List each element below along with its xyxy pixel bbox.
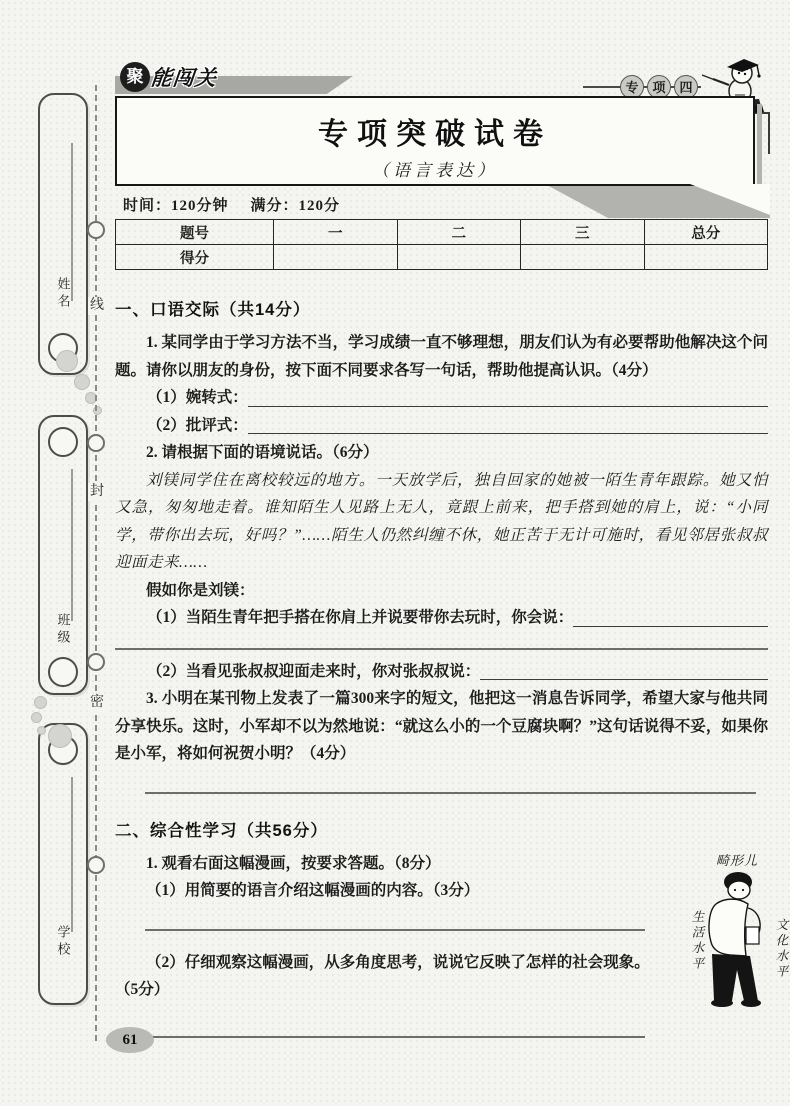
page-number: 61 bbox=[106, 1027, 154, 1053]
school-write-line bbox=[71, 777, 73, 932]
fill-blank-line bbox=[480, 658, 768, 681]
decor-bead bbox=[74, 374, 90, 390]
score-blank-cell bbox=[397, 245, 521, 270]
score-table bbox=[115, 219, 768, 270]
exam-body bbox=[115, 280, 768, 1042]
decor-bead bbox=[31, 712, 42, 723]
logo-first-char: 聚 bbox=[120, 62, 150, 92]
name-field-label: 姓名 bbox=[55, 277, 71, 311]
fill-label: （2）批评式： bbox=[147, 416, 248, 434]
time-limit: 时间：120分钟 bbox=[123, 198, 229, 214]
binding-line-char: 封 bbox=[90, 484, 104, 499]
fill-blank-line bbox=[248, 384, 768, 407]
binding-node bbox=[87, 221, 105, 239]
score-blank-cell bbox=[644, 245, 768, 270]
binding-node bbox=[87, 434, 105, 452]
score-table-cell: 一 bbox=[274, 220, 398, 245]
decor-bead bbox=[56, 350, 78, 372]
answer-line bbox=[145, 1024, 645, 1038]
score-blank-cell bbox=[521, 245, 645, 270]
score-blank-cell bbox=[274, 245, 398, 270]
score-table-cell: 题号 bbox=[116, 220, 274, 245]
score-table-header-row bbox=[116, 220, 768, 245]
binding-node bbox=[87, 856, 105, 874]
deformed-person-figure bbox=[704, 870, 770, 1010]
s1-q2-item2 bbox=[147, 658, 768, 686]
comic-left-label: 生活水平 bbox=[690, 910, 704, 972]
decor-bead bbox=[37, 726, 46, 735]
class-field-label: 班级 bbox=[55, 613, 71, 647]
s1-q1-item2 bbox=[147, 412, 768, 440]
s1-q2-item1 bbox=[147, 604, 768, 632]
s1-q1-text: 1. 某同学由于学习方法不当，学习成绩一直不够理想，朋友们认为有必要帮助他解决这个问题。请你以朋友的身份，按下面不同要求各写一句话，帮助他提高认识。（4分） bbox=[115, 334, 768, 379]
exam-info-line bbox=[123, 194, 362, 215]
fill-label: （1）婉转式： bbox=[147, 389, 248, 406]
score-table-cell: 二 bbox=[397, 220, 521, 245]
score-table-cell: 得分 bbox=[116, 245, 274, 270]
s2-q1-item1: （1）用简要的语言介绍这幅漫画的内容。（3分） bbox=[146, 882, 480, 899]
s2-q1-text: 1. 观看右面这幅漫画，按要求答题。（8分） bbox=[146, 854, 441, 872]
s1-q1-item1 bbox=[147, 384, 768, 412]
fill-label: （2）当看见张叔叔迎面走来时，你对张叔叔说： bbox=[147, 662, 481, 680]
s1-q2-scenario: 刘镁同学住在离校较远的地方。一天放学后，独自回家的她被一陌生青年跟踪。她又怕又急，匆匆地走着。谁知陌生人见路上无人，竟跟上前来，把手搭到她的肩上，说：“小同学，带你出去玩，好吗？”……陌生人仍然纠缠不休，她正苦于无计可施时，看见邻居张叔叔迎面走来…… bbox=[115, 471, 768, 571]
title-box-side-shadow bbox=[757, 104, 762, 184]
binding-line-char: 密 bbox=[90, 695, 104, 710]
school-field-capsule bbox=[38, 723, 88, 1005]
name-field-capsule bbox=[38, 93, 88, 375]
comic-right-label: 文化水平 bbox=[774, 918, 788, 980]
unit-badge-char: 四 bbox=[674, 75, 698, 99]
comic-title: 畸形儿 bbox=[716, 853, 759, 868]
s2-q1-item2: （2）仔细观察这幅漫画，从多角度思考，说说它反映了怎样的社会现象。 bbox=[146, 953, 650, 971]
class-write-line bbox=[71, 469, 73, 621]
school-field-label: 学校 bbox=[55, 925, 71, 959]
fill-label: （1）当陌生青年把手搭在你肩上并说要带你去玩时，你会说： bbox=[147, 609, 574, 626]
s1-q2-lead: 假如你是刘镁： bbox=[146, 581, 255, 599]
logo-text: 能闯关 bbox=[149, 67, 219, 90]
s1-q2-text: 2. 请根据下面的语境说话。（6分） bbox=[146, 444, 379, 461]
full-score: 满分：120分 bbox=[250, 198, 341, 214]
score-table-cell: 总分 bbox=[644, 220, 768, 245]
s2-q1-item2-score: （5分） bbox=[115, 981, 170, 998]
paper-title: 专项突破试卷 bbox=[318, 118, 552, 151]
score-table-score-row bbox=[116, 245, 768, 270]
s1-q3-text: 3. 小明在某刊物上发表了一篇300来字的短文，他把这一消息告诉同学，希望大家与他共同分享快乐。这时，小军却不以为然地说：“就这么小的一个豆腐块啊？”这句话说得不妥，如果你是小军，将如何祝贺小明？（4分） bbox=[115, 690, 768, 762]
class-field-capsule bbox=[38, 415, 88, 695]
paper-subtitle: （语言表达） bbox=[372, 161, 498, 180]
answer-line bbox=[145, 778, 756, 794]
binding-line-char: 线 bbox=[90, 298, 104, 313]
section-1-heading: 一、口语交际（共14分） bbox=[115, 301, 311, 319]
decor-bead bbox=[48, 724, 72, 748]
binding-hole bbox=[48, 427, 78, 457]
unit-badge-char: 专 bbox=[620, 75, 644, 99]
decor-bead bbox=[34, 696, 47, 709]
binding-hole bbox=[48, 657, 78, 687]
answer-line bbox=[145, 917, 645, 931]
unit-badge-char: 项 bbox=[647, 75, 671, 99]
fill-blank-line bbox=[573, 604, 768, 627]
answer-line bbox=[115, 636, 768, 650]
section-2-heading: 二、综合性学习（共56分） bbox=[115, 821, 328, 840]
binding-node bbox=[87, 653, 105, 671]
fill-blank-line bbox=[248, 412, 768, 435]
title-box bbox=[115, 96, 755, 186]
comic-figure-block bbox=[686, 850, 790, 1020]
score-table-cell: 三 bbox=[521, 220, 645, 245]
series-logo bbox=[120, 57, 217, 97]
